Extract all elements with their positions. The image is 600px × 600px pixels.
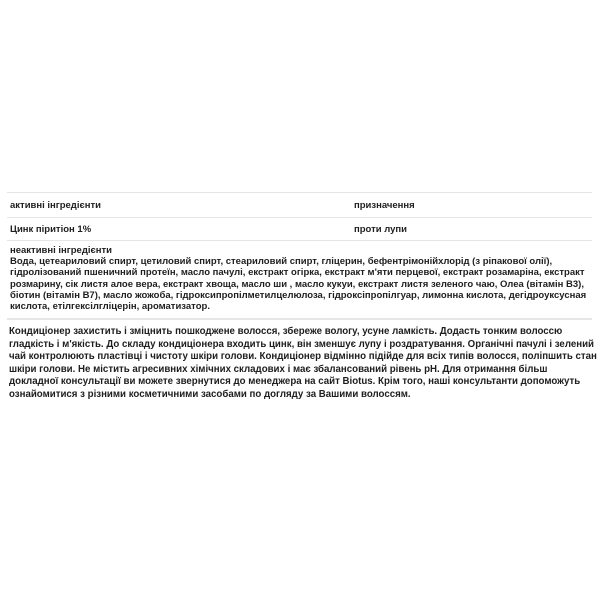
table-row bbox=[7, 217, 592, 240]
ingredients-table bbox=[7, 192, 592, 320]
purpose-value: проти лупи bbox=[354, 223, 408, 235]
inactive-ingredients-label: неактивні інгредієнти bbox=[10, 245, 112, 256]
product-description: Кондиціонер захистить і зміцнить пошкоджене волосся, збереже вологу, усуне ламкість. Додасть тонким волоссю гладкість і м'якість. До складу кондиціонера входить цинк, він зменшує лупу і роздратування. Органічні пачулі і зелений чай контролюють пластівці і чистоту шкіри голови. Кондиціонер відмінно підійде для всіх типів волосся, поліпшить стан шкіри голови. Не містить агресивних хімічних складових і має збалансований рівень pH. Для отримання більш докладної консультації ви можете звернутися до менеджера на сайт Biotus. Крім того, наші консультанти допоможуть ознайомитися з різними косметичними засобами по догляду за Вашими волоссям. bbox=[9, 326, 597, 400]
table-header-row bbox=[7, 192, 592, 217]
inactive-ingredients-row bbox=[7, 240, 592, 318]
table-bottom-divider bbox=[7, 318, 592, 320]
inactive-ingredients-text: Вода, цетеариловий спирт, цетиловий спирт, стеариловий спирт, гліцерин, бефентрімонійхлорід (з ріпакової олії), гідролізований пшеничний протеїн, масло пачулі, екстракт огірка, екстракт м'яти перцевої, екстракт розамаріна, екстракт розмарину, сік листя алое вера, екстракт хвоща, масло ши , масло кукуи, екстракт листя зеленого чаю, Олеа (вітамін В3), біотин (вітамін В7), масло жожоба, гідроксипропілметилцелюлоза, гідроксіпропілгуар, лимонна кислота, дегідроуксусная кислота, етілгексілгліцерін, ароматизатор. bbox=[10, 256, 587, 313]
active-ingredients-header: активні інгредієнти bbox=[10, 199, 101, 211]
active-ingredient-value: Цинк піритіон 1% bbox=[10, 223, 92, 235]
purpose-header: призначення bbox=[354, 199, 415, 211]
